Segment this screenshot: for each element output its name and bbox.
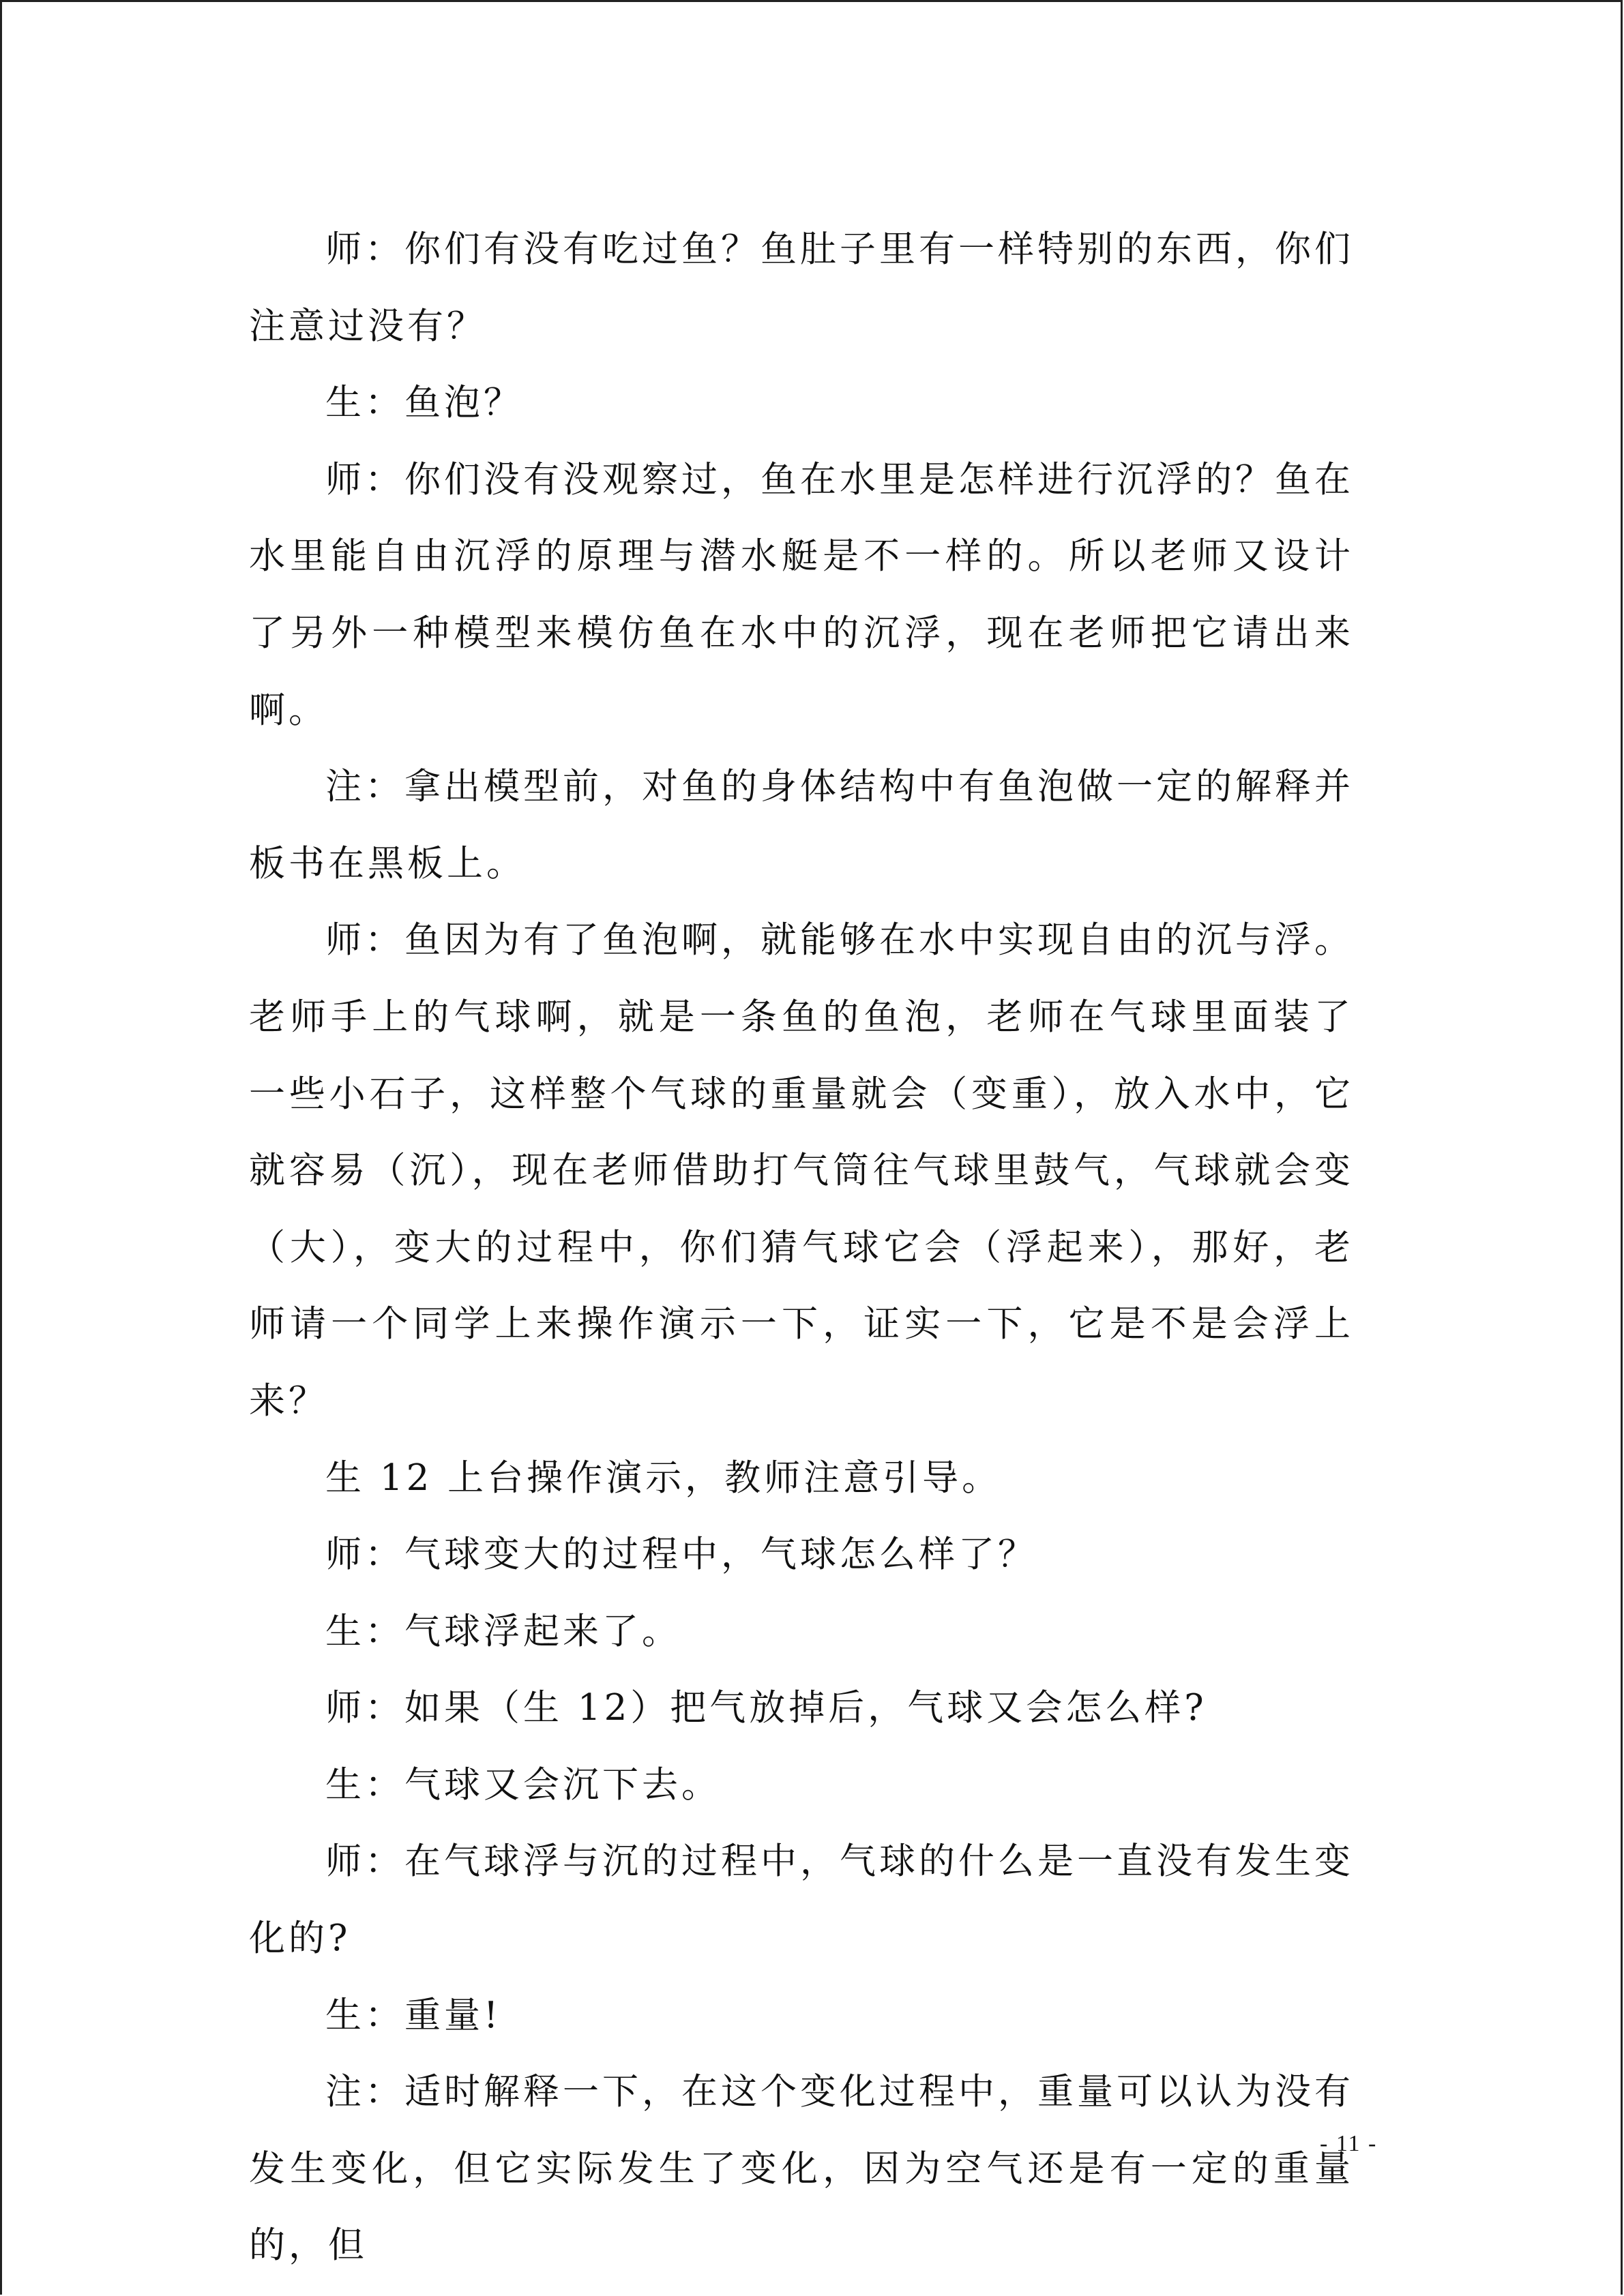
paragraph: 生：鱼泡？ bbox=[325, 382, 523, 424]
paragraph: 师：如果（生 12）把气放掉后，气球又会怎么样? bbox=[325, 1687, 1207, 1729]
paragraph: 生：气球又会沉下去。 bbox=[325, 1763, 721, 1806]
paragraph: 注：适时解释一下，在这个变化过程中，重量可以认为没有发生变化，但它实际发生了变化，因为空气还是有一定的重量的，但 bbox=[249, 2071, 1354, 2267]
paragraph: 师：鱼因为有了鱼泡啊，就能够在水中实现自由的沉与浮。老师手上的气球啊，就是一条鱼的鱼泡，老师在气球里面装了一些小石子，这样整个气球的重量就会（变重），放入水中，它就容易（沉），现在老师借助打气筒往气球里鼓气，气球就会变（大），变大的过程中，你们猜气球它会（浮起来），那好，老师请一个同学上来操作演示一下，证实一下，它是不是会浮上来？ bbox=[249, 919, 1354, 1422]
paragraph: 生：重量! bbox=[325, 1994, 502, 2036]
paragraph: 生：气球浮起来了。 bbox=[325, 1610, 681, 1652]
paragraph: 生 12 上台操作演示，教师注意引导。 bbox=[325, 1457, 1002, 1499]
paragraph: 师：你们没有没观察过，鱼在水里是怎样进行沉浮的？鱼在水里能自由沉浮的原理与潜水艇是不一样的。所以老师又设计了另外一种模型来模仿鱼在水中的沉浮，现在老师把它请出来啊。 bbox=[249, 458, 1354, 731]
paragraph: 师：你们有没有吃过鱼？鱼肚子里有一样特别的东西，你们注意过没有？ bbox=[249, 228, 1354, 347]
page-number: - 11 - bbox=[1320, 2131, 1378, 2156]
paragraph: 师：气球变大的过程中，气球怎么样了？ bbox=[325, 1534, 1037, 1576]
paragraph: 注：拿出模型前，对鱼的身体结构中有鱼泡做一定的解释并板书在黑板上。 bbox=[249, 766, 1354, 884]
document-body bbox=[249, 211, 1354, 2284]
paragraph: 师：在气球浮与沉的过程中，气球的什么是一直没有发生变化的? bbox=[249, 1840, 1354, 1960]
